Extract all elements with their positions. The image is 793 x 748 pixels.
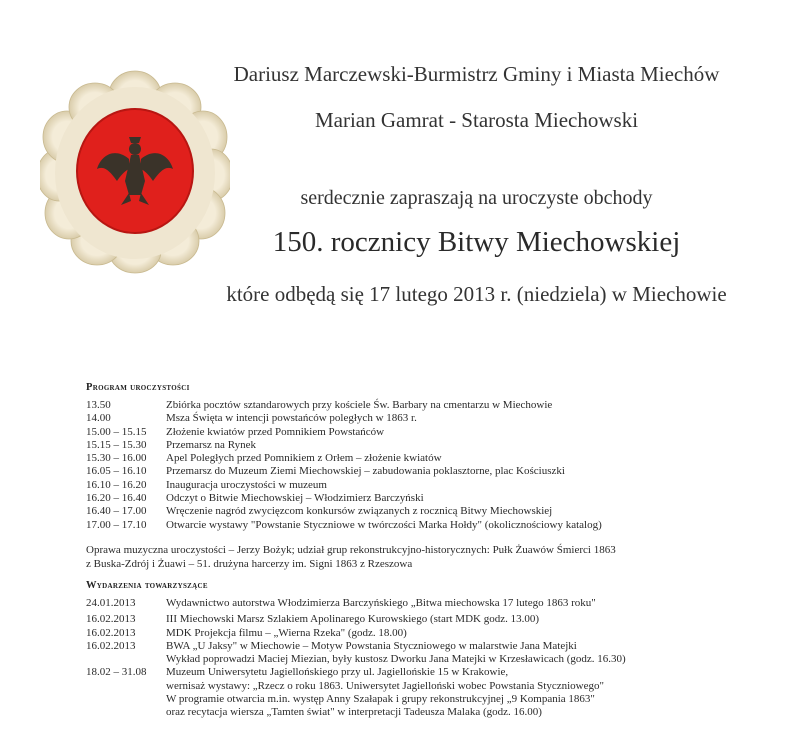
event-date: 16.02.2013 (86, 626, 136, 639)
program-desc: Przemarsz na Rynek (166, 438, 256, 451)
event-date: 16.02.2013 (86, 613, 136, 626)
event-row-cont (86, 680, 766, 693)
program-time: 15.15 – 15.30 (86, 438, 147, 451)
program-row (86, 492, 766, 505)
header-event-title: 150. rocznicy Bitwy Miechowskiej (272, 226, 681, 258)
program-row (86, 399, 766, 412)
program-row (86, 412, 766, 425)
event-desc: MDK Projekcja filmu – „Wierna Rzeka" (godz. 18.00) (166, 626, 407, 639)
program-row (86, 505, 766, 518)
event-row (86, 613, 766, 626)
program-desc: Zbiórka pocztów sztandarowych przy kościele Św. Barbary na cmentarzu w Miechowie (166, 399, 553, 411)
events-list (86, 597, 766, 720)
program-desc: Inauguracja uroczystości w muzeum (166, 478, 327, 491)
event-desc: W programie otwarcia m.in. występ Anny Szałapak i grupy rekonstrukcyjnej „9 Kompania 1863" (166, 693, 595, 706)
program-desc: Wręczenie nagród zwycięzcom konkursów związanych z rocznicą Bitwy Miechowskiej (166, 505, 553, 518)
program-desc: Odczyt o Bitwie Miechowskiej – Włodzimierz Barczyński (166, 492, 424, 505)
event-desc: oraz recytacja wiersza „Tamten świat" w interpretacji Tadeusza Malaka (godz. 16.00) (166, 706, 542, 719)
program-row (86, 452, 766, 465)
event-desc: III Miechowski Marsz Szlakiem Apolinarego Kurowskiego (start MDK godz. 13.00) (166, 613, 540, 626)
events-title: Wydarzenia towarzyszące (86, 580, 208, 591)
header-date: które odbędą się 17 lutego 2013 r. (niedziela) w Miechowie (226, 282, 727, 306)
event-date: 18.02 – 31.08 (86, 666, 147, 679)
event-desc: wernisaż wystawy: „Rzecz o roku 1863. Uniwersytet Jagielloński wobec Powstania Styczniowego" (166, 679, 604, 692)
event-row (86, 640, 766, 653)
event-row-cont (86, 706, 766, 719)
event-desc: Muzeum Uniwersytetu Jagiellońskiego przy ul. Jagiellońskie 15 w Krakowie, (166, 666, 509, 679)
program-desc: Złożenie kwiatów przed Pomnikiem Powstańców (166, 425, 385, 438)
event-row-cont (86, 693, 766, 706)
program-desc: Przemarsz do Muzeum Ziemi Miechowskiej – zabudowania poklasztorne, plac Kościuszki (166, 465, 565, 478)
program-title: Program uroczystości (86, 382, 190, 393)
event-row (86, 627, 766, 640)
program-time: 16.05 – 16.10 (86, 465, 147, 478)
program-row (86, 519, 766, 532)
event-row-cont (86, 653, 766, 666)
music-note-line: z Buska-Zdrój i Żuawi – 51. drużyna harcerzy im. Signi 1863 z Rzeszowa (86, 557, 413, 570)
program-time: 15.00 – 15.15 (86, 425, 147, 438)
header-starosta: Marian Gamrat - Starosta Miechowski (314, 108, 639, 132)
program-row (86, 465, 766, 478)
event-row (86, 597, 766, 610)
music-note-line: Oprawa muzyczna uroczystości – Jerzy Bożyk; udział grup rekonstrukcyjno-historycznych: Pułk Żuawów Śmierci 1863 (86, 544, 616, 556)
event-desc: BWA „U Jaksy" w Miechowie – Motyw Powstania Styczniowego w malarstwie Jana Matejki (166, 639, 577, 652)
program-desc: Msza Święta w intencji powstańców poległych w 1863 r. (166, 412, 417, 425)
event-date: 16.02.2013 (86, 639, 136, 652)
program-time: 17.00 – 17.10 (86, 518, 147, 531)
program-time: 14.00 (86, 412, 111, 425)
program-list (86, 399, 766, 532)
header-mayor: Dariusz Marczewski-Burmistrz Gminy i Miasta Miechów (233, 62, 720, 86)
program-time: 13.50 (86, 399, 111, 411)
event-desc: Wykład poprowadzi Maciej Miezian, były kustosz Dworku Jana Matejki w Krzesławicach (godz. 16.30) (166, 653, 626, 666)
event-date: 24.01.2013 (86, 597, 136, 609)
program-time: 15.30 – 16.00 (86, 452, 147, 465)
program-row (86, 439, 766, 452)
program-time: 16.40 – 17.00 (86, 505, 147, 518)
event-desc: Wydawnictwo autorstwa Włodzimierza Barczyńskiego „Bitwa miechowska 17 lutego 1863 roku" (166, 597, 596, 609)
header-invitation: serdecznie zapraszają na uroczyste obchody (300, 187, 653, 209)
program-row (86, 426, 766, 439)
program-time: 16.10 – 16.20 (86, 478, 147, 491)
program-row (86, 479, 766, 492)
program-desc: Apel Poległych przed Pomnikiem z Orłem – złożenie kwiatów (166, 452, 442, 465)
program-time: 16.20 – 16.40 (86, 492, 147, 505)
event-row (86, 666, 766, 679)
program-desc: Otwarcie wystawy "Powstanie Styczniowe w twórczości Marka Hołdy" (okolicznościowy katalog) (166, 518, 602, 531)
music-note (86, 544, 766, 571)
